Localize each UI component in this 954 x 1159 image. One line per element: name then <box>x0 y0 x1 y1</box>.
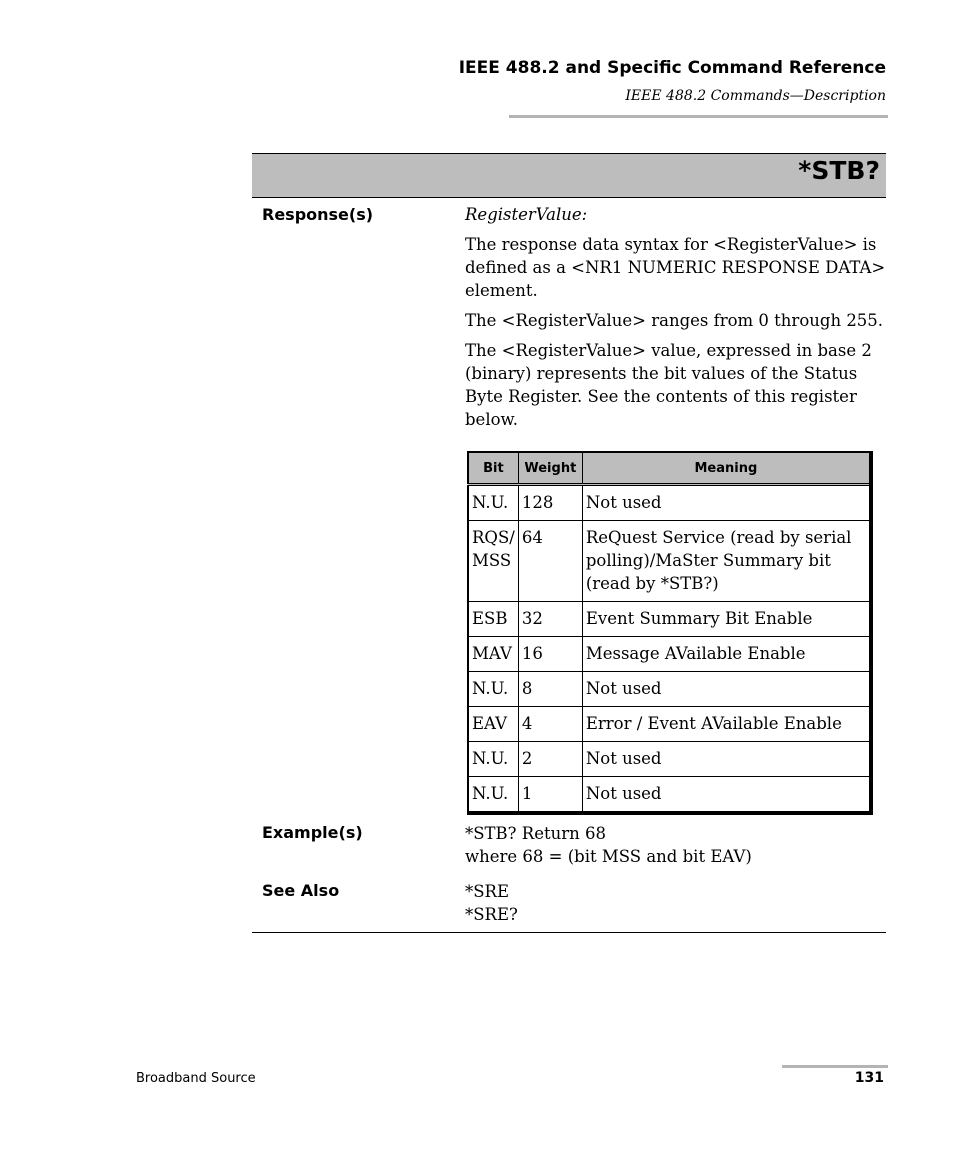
meaning-cell: Not used <box>582 672 871 707</box>
weight-cell: 2 <box>518 742 582 777</box>
column-header-bit: Bit <box>468 452 518 485</box>
running-header-title: IEEE 488.2 and Specific Command Reference <box>458 58 886 78</box>
response-paragraph: The response data syntax for <RegisterValue> is defined as a <NR1 NUMERIC RESPONSE DATA> element. <box>465 235 886 300</box>
response-paragraph: The <RegisterValue> value, expressed in base 2 (binary) represents the bit values of the Status Byte Register. See the contents of this register below. <box>465 341 872 429</box>
meaning-cell: Error / Event AVailable Enable <box>582 707 871 742</box>
table-row <box>468 777 871 814</box>
weight-cell: 64 <box>518 521 582 602</box>
weight-cell: 16 <box>518 637 582 672</box>
meaning-cell: ReQuest Service (read by serial polling)/MaSter Summary bit (read by *STB?) <box>582 521 871 602</box>
example-line: where 68 = (bit MSS and bit EAV) <box>465 847 752 866</box>
weight-cell: 32 <box>518 602 582 637</box>
header-rule <box>509 115 888 118</box>
meaning-cell: Message AVailable Enable <box>582 637 871 672</box>
table-row <box>468 637 871 672</box>
response-value-name: RegisterValue: <box>465 205 588 224</box>
footer-product-name: Broadband Source <box>136 1071 256 1086</box>
page-number: 131 <box>854 1070 884 1086</box>
meaning-cell: Event Summary Bit Enable <box>582 602 871 637</box>
meaning-cell: Not used <box>582 485 871 521</box>
table-row <box>468 485 871 521</box>
running-header-subtitle: IEEE 488.2 Commands—Description <box>625 88 886 104</box>
table-row <box>468 521 871 602</box>
weight-cell: 4 <box>518 707 582 742</box>
example-line: *STB? Return 68 <box>465 824 606 843</box>
bit-cell: N.U. <box>468 485 518 521</box>
table-header-row <box>468 452 871 485</box>
weight-cell: 1 <box>518 777 582 814</box>
bit-cell: N.U. <box>468 777 518 814</box>
weight-cell: 8 <box>518 672 582 707</box>
example-label: Example(s) <box>262 823 363 842</box>
bit-cell: N.U. <box>468 742 518 777</box>
section-bottom-rule <box>252 932 886 933</box>
table-row <box>468 672 871 707</box>
response-paragraph: The <RegisterValue> ranges from 0 through 255. <box>465 311 884 330</box>
see-also-label: See Also <box>262 881 340 900</box>
weight-cell: 128 <box>518 485 582 521</box>
meaning-cell: Not used <box>582 777 871 814</box>
see-also-link: *SRE <box>465 882 510 901</box>
bit-cell: RQS/ MSS <box>468 521 518 602</box>
bit-cell: ESB <box>468 602 518 637</box>
bit-cell: MAV <box>468 637 518 672</box>
column-header-meaning: Meaning <box>582 452 871 485</box>
meaning-cell: Not used <box>582 742 871 777</box>
status-byte-table <box>467 451 873 815</box>
bit-cell: N.U. <box>468 672 518 707</box>
footer-rule <box>782 1065 888 1068</box>
command-title-bar <box>252 153 886 198</box>
bit-cell: EAV <box>468 707 518 742</box>
table-row <box>468 742 871 777</box>
command-title: *STB? <box>798 156 880 185</box>
table-row <box>468 602 871 637</box>
table-row <box>468 707 871 742</box>
response-label: Response(s) <box>262 205 374 224</box>
see-also-link: *SRE? <box>465 905 518 924</box>
column-header-weight: Weight <box>518 452 582 485</box>
